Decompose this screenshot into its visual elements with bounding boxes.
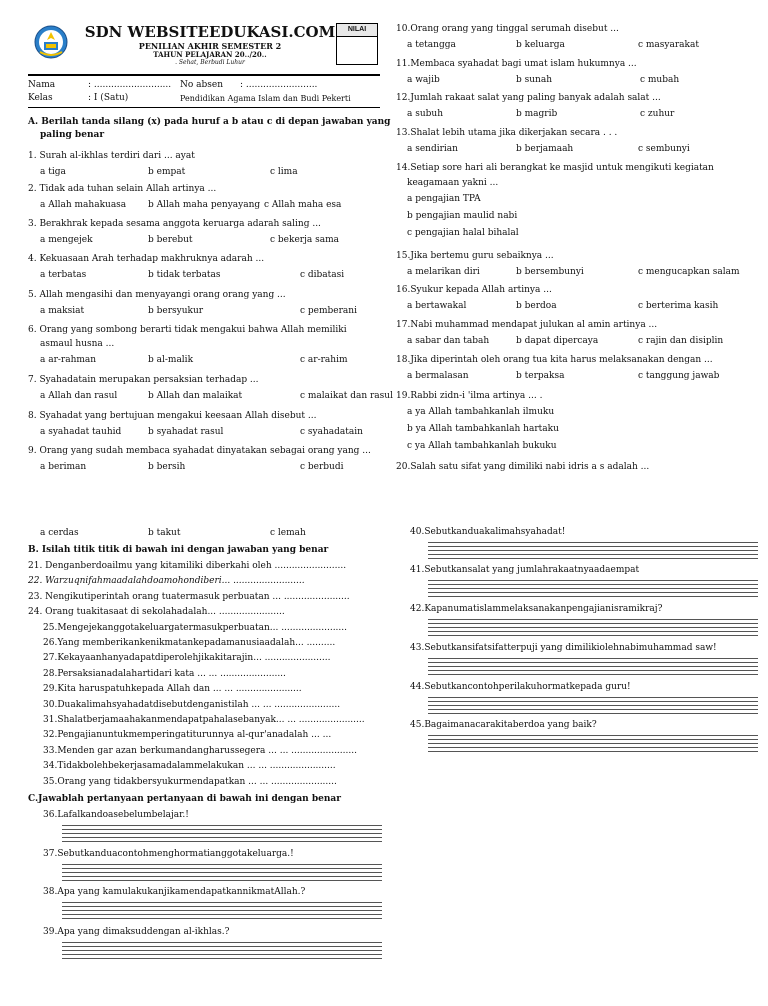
fill-in-item[interactable]: 22. Warzuqnifahmaadalahdoamohondiberi... ......................... [28,576,305,587]
option-b[interactable]: b terpaksa [516,371,565,381]
option-a[interactable]: a Allah mahakuasa [40,200,127,210]
subject-name: Pendidikan Agama Islam dan Budi Pekerti [180,94,351,103]
fill-in-item[interactable]: 32.Pengajianuntukmemperingatiturunnya al-qur'anadalah ... ... [43,730,332,741]
option-c[interactable]: c bekerja sama [270,235,339,245]
option-a[interactable]: a ya Allah tambahkanlah ilmuku [407,407,555,417]
absent-number-field[interactable]: : ......................... [240,80,318,90]
answer-line[interactable] [428,592,758,593]
fill-in-item[interactable]: 35.Orang yang tidakbersyukurmendapatkan ... ... ....................... [43,776,337,787]
answer-line[interactable] [62,954,382,955]
answer-line[interactable] [428,627,758,628]
essay-question: 36.Lafalkandoasebelumbelajar.! [43,810,189,820]
school-motto: . Sehat, Berbudi Luhur [175,59,245,66]
option-a[interactable]: a tiga [40,167,66,177]
essay-question: 37.Sebutkanduacontohmenghormatianggotakeluarga.! [43,849,294,859]
essay-question: 39.Apa yang dimaksuddengan al-ikhlas.? [43,927,230,937]
option-b[interactable]: b empat [148,167,186,177]
question-text: 2. Tidak ada tuhan selain Allah artinya ... [28,184,217,194]
option-b[interactable]: b Allah dan malaikat [148,391,243,401]
answer-line[interactable] [428,743,758,744]
section-a-title: A. Berilah tanda silang (x) pada huruf a b atau c di depan jawaban yang [28,117,391,127]
answer-line[interactable] [62,872,382,873]
option-b[interactable]: b berjamaah [516,144,574,154]
question-text: 8. Syahadat yang bertujuan mengakui keesaan Allah disebut ... [28,411,317,421]
question-text: 19.Rabbi zidn-i 'ilma artinya ... . [396,391,543,401]
answer-line[interactable] [62,958,382,959]
fill-in-item[interactable]: 30.Duakalimahsyahadatdisebutdenganistilah ... ... ....................... [43,699,341,710]
answer-line[interactable] [62,829,382,830]
answer-line[interactable] [62,825,382,826]
answer-line[interactable] [62,942,382,943]
question-text: 6. Orang yang sombong berarti tidak mengakui bahwa Allah memiliki [28,325,347,335]
answer-line[interactable] [428,631,758,632]
question-text: 15.Jika bertemu guru sebaiknya ... [396,251,554,261]
answer-line[interactable] [62,876,382,877]
answer-line[interactable] [62,868,382,869]
answer-line[interactable] [62,841,382,842]
option-b[interactable]: b al-malik [148,355,194,365]
fill-in-item[interactable]: 21. Denganberdoailmu yang kitamiliki diberkahi oleh ......................... [28,561,347,571]
answer-line[interactable] [62,950,382,951]
option-c[interactable]: c masyarakat [638,40,699,50]
answer-line[interactable] [428,705,758,706]
answer-line[interactable] [62,864,382,865]
option-b[interactable]: b tidak terbatas [148,270,221,280]
question-text: 1. Surah al-ikhlas terdiri dari ... ayat [28,151,195,161]
fill-in-item[interactable]: 24. Orang tuakitasaat di sekolahadalah... ....................... [28,607,285,618]
answer-line[interactable] [62,837,382,838]
option-a[interactable]: a bermalasan [407,371,469,381]
q20-option-b[interactable]: b takut [148,528,181,538]
answer-line[interactable] [428,709,758,710]
option-b[interactable]: b bersembunyi [516,267,584,277]
question-text: 11.Membaca syahadat bagi umat islam hukumnya ... [396,59,637,69]
fill-in-item[interactable]: 26.Yang memberikankenikmatankepadamanusiaadalah... .......... [43,638,336,648]
option-c[interactable]: c berbudi [300,462,344,472]
answer-line[interactable] [428,735,758,736]
fill-in-item[interactable]: 28.Persaksianadalahartidari kata ... ... ....................... [43,668,286,679]
question-text: 5. Allah mengasihi dan menyayangi orang orang yang ... [28,290,286,300]
answer-line[interactable] [428,635,758,636]
option-a[interactable]: a sabar dan tabah [407,336,490,346]
fill-in-item[interactable]: 29.Kita haruspatuhkepada Allah dan ... ... ....................... [43,684,302,695]
question-text: 17.Nabi muhammad mendapat julukan al amin artinya ... [396,320,658,330]
essay-question: 42.Kapanumatislammelaksanakanpengajianisramikraj? [410,604,663,614]
answer-line[interactable] [428,554,758,555]
answer-line[interactable] [428,713,758,714]
fill-in-item[interactable]: 34.Tidakbolehbekerjasamadalammelakukan ... ... ....................... [43,761,336,772]
answer-line[interactable] [428,550,758,551]
option-c[interactable]: c berterima kasih [638,301,719,311]
essay-question: 43.Sebutkansifatsifatterpuji yang dimilikiolehnabimuhammad saw! [410,643,717,653]
option-c[interactable]: c syahadatain [300,427,363,437]
option-a[interactable]: a ar-rahman [40,355,97,365]
answer-line[interactable] [428,662,758,663]
question-text: 13.Shalat lebih utama jika dikerjakan secara . . . [396,128,618,138]
option-c[interactable]: c mubah [640,75,680,85]
option-c[interactable]: c tanggung jawab [638,371,720,381]
fill-in-item[interactable]: 25.Mengejekanggotakeluargatermasukperbuatan... ....................... [43,622,347,633]
option-c[interactable]: c ar-rahim [300,355,348,365]
answer-line[interactable] [428,584,758,585]
q20-option-c[interactable]: c lemah [270,528,306,538]
option-a[interactable]: a pengajian TPA [407,194,481,204]
option-a[interactable]: a melarikan diri [407,267,480,277]
answer-line[interactable] [428,558,758,559]
class-label: Kelas [28,93,53,103]
answer-line[interactable] [428,619,758,620]
class-value: : I (Satu) [88,93,129,103]
answer-line[interactable] [62,833,382,834]
option-c[interactable]: c ya Allah tambahkanlah bukuku [407,441,557,451]
option-a[interactable]: a beriman [40,462,87,472]
answer-line[interactable] [428,546,758,547]
answer-line[interactable] [62,906,382,907]
name-field[interactable]: : ........................... [88,80,172,90]
exam-title: PENILIAN AKHIR SEMESTER 2 [138,41,282,51]
essay-question: 44.Sebutkancontohperilakuhormatkepada guru! [410,682,631,692]
option-b[interactable]: b syahadat rasul [148,427,224,437]
fill-in-item[interactable]: 33.Menden gar azan berkumandangharussegera ... ... ....................... [43,745,357,756]
option-a[interactable]: a sendirian [407,144,458,154]
answer-line[interactable] [428,751,758,752]
question-text: 3. Berakhrak kepada sesama anggota keruarga adarah saling ... [28,219,321,229]
question-text: 18.Jika diperintah oleh orang tua kita harus melaksanakan dengan ... [396,355,713,365]
option-c[interactable]: c dibatasi [300,270,345,280]
essay-question: 38.Apa yang kamulakukanjikamendapatkannikmatAllah.? [43,887,306,897]
section-b-title: B. Isilah titik titik di bawah ini dengan jawaban yang benar [28,545,329,555]
answer-line[interactable] [428,666,758,667]
answer-line[interactable] [428,701,758,702]
question-text: 14.Setiap sore hari ali berangkat ke masjid untuk mengikuti kegiatan [396,163,714,173]
question-text: 10.Orang orang yang tinggal serumah disebut ... [396,24,619,34]
option-b[interactable]: b pengajian maulid nabi [407,211,518,221]
answer-line[interactable] [428,674,758,675]
option-a[interactable]: a Allah dan rasul [40,391,118,401]
essay-question: 45.Bagaimanacarakitaberdoa yang baik? [410,720,597,730]
option-a[interactable]: a mengejek [40,235,93,245]
essay-question: 40.Sebutkanduakalimahsyahadat! [410,527,566,537]
option-c[interactable]: c Allah maha esa [264,200,342,210]
option-b[interactable]: b ya Allah tambahkanlah hartaku [407,424,559,434]
question-text: 4. Kekuasaan Arah terhadap makhruknya adarah ... [28,254,265,264]
option-c[interactable]: c rajin dan disiplin [638,336,724,346]
option-c[interactable]: c mengucapkan salam [638,267,740,277]
answer-line[interactable] [428,580,758,581]
option-b[interactable]: b bersyukur [148,306,204,316]
school-name: SDN WEBSITEEDUKASI.COM [84,23,336,41]
answer-line[interactable] [428,658,758,659]
option-c[interactable]: c malaikat dan rasul [300,391,393,401]
question-text: 16.Syukur kepada Allah artinya ... [396,285,552,295]
score-box-label: NILAI [337,24,377,37]
fill-in-item[interactable]: 27.Kekayaanhanyadapatdiperolehjikakitarajin... ....................... [43,653,331,664]
answer-line[interactable] [62,910,382,911]
answer-line[interactable] [428,739,758,740]
option-a[interactable]: a subuh [407,109,443,119]
header-divider [28,74,380,76]
option-a[interactable]: a wajib [407,75,440,85]
fill-in-item[interactable]: 31.Shalatberjamaahakanmendapatpahalasebanyak... ... ....................... [43,715,365,725]
option-c[interactable]: c pengajian halal bihalal [407,228,519,238]
answer-line[interactable] [62,914,382,915]
answer-line[interactable] [62,902,382,903]
option-b[interactable]: b magrib [516,109,558,119]
name-label: Nama [28,80,56,90]
essay-question: 41.Sebutkansalat yang jumlahrakaatnyaadaempat [410,565,640,575]
option-b[interactable]: b bersih [148,462,186,472]
question-text: 12.Jumlah rakaat salat yang paling banyak adalah salat ... [396,93,661,103]
identity-divider [28,107,380,108]
absent-number-label: No absen [180,80,224,90]
answer-line[interactable] [428,596,758,597]
answer-line[interactable] [62,946,382,947]
q20-option-a[interactable]: a cerdas [40,528,79,538]
question-text: 7. Syahadatain merupakan persaksian terhadap ... [28,375,259,385]
answer-line[interactable] [428,588,758,589]
option-a[interactable]: a maksiat [40,306,85,316]
score-box [336,23,378,65]
option-c[interactable]: c pemberani [300,306,357,316]
answer-line[interactable] [428,697,758,698]
academic-year: TAHUN PELAJARAN 20../20.. [153,50,267,59]
option-c[interactable]: c lima [270,167,298,177]
option-b[interactable]: b berdoa [516,301,557,311]
answer-line[interactable] [62,918,382,919]
question-text-cont: keagamaan yakni ... [407,178,499,188]
option-b[interactable]: b berebut [148,235,193,245]
option-a[interactable]: a syahadat tauhid [40,427,122,437]
option-b[interactable]: b Allah maha penyayang [148,200,261,210]
question-text-cont: asmaul husna ... [40,339,115,349]
fill-in-item[interactable]: 23. Nengikutiperintah orang tuatermasuk perbuatan ... ....................... [28,591,350,602]
option-c[interactable]: c sembunyi [638,144,690,154]
answer-line[interactable] [62,880,382,881]
option-c[interactable]: c zuhur [640,109,675,119]
section-c-title: C.Jawablah pertanyaan pertanyaan di bawah ini dengan benar [28,794,341,804]
option-b[interactable]: b keluarga [516,40,565,50]
option-a[interactable]: a bertawakal [407,301,467,311]
answer-line[interactable] [428,747,758,748]
section-a-title-cont: paling benar [40,130,105,140]
question-text: 9. Orang yang sudah membaca syahadat dinyatakan sebagai orang yang ... [28,446,371,456]
option-a[interactable]: a terbatas [40,270,87,280]
option-b[interactable]: b sunah [516,75,552,85]
option-a[interactable]: a tetangga [407,40,456,50]
option-b[interactable]: b dapat dipercaya [516,336,599,346]
answer-line[interactable] [428,542,758,543]
answer-line[interactable] [428,670,758,671]
question-text: 20.Salah satu sifat yang dimiliki nabi idris a s adalah ... [396,462,650,472]
answer-line[interactable] [428,623,758,624]
